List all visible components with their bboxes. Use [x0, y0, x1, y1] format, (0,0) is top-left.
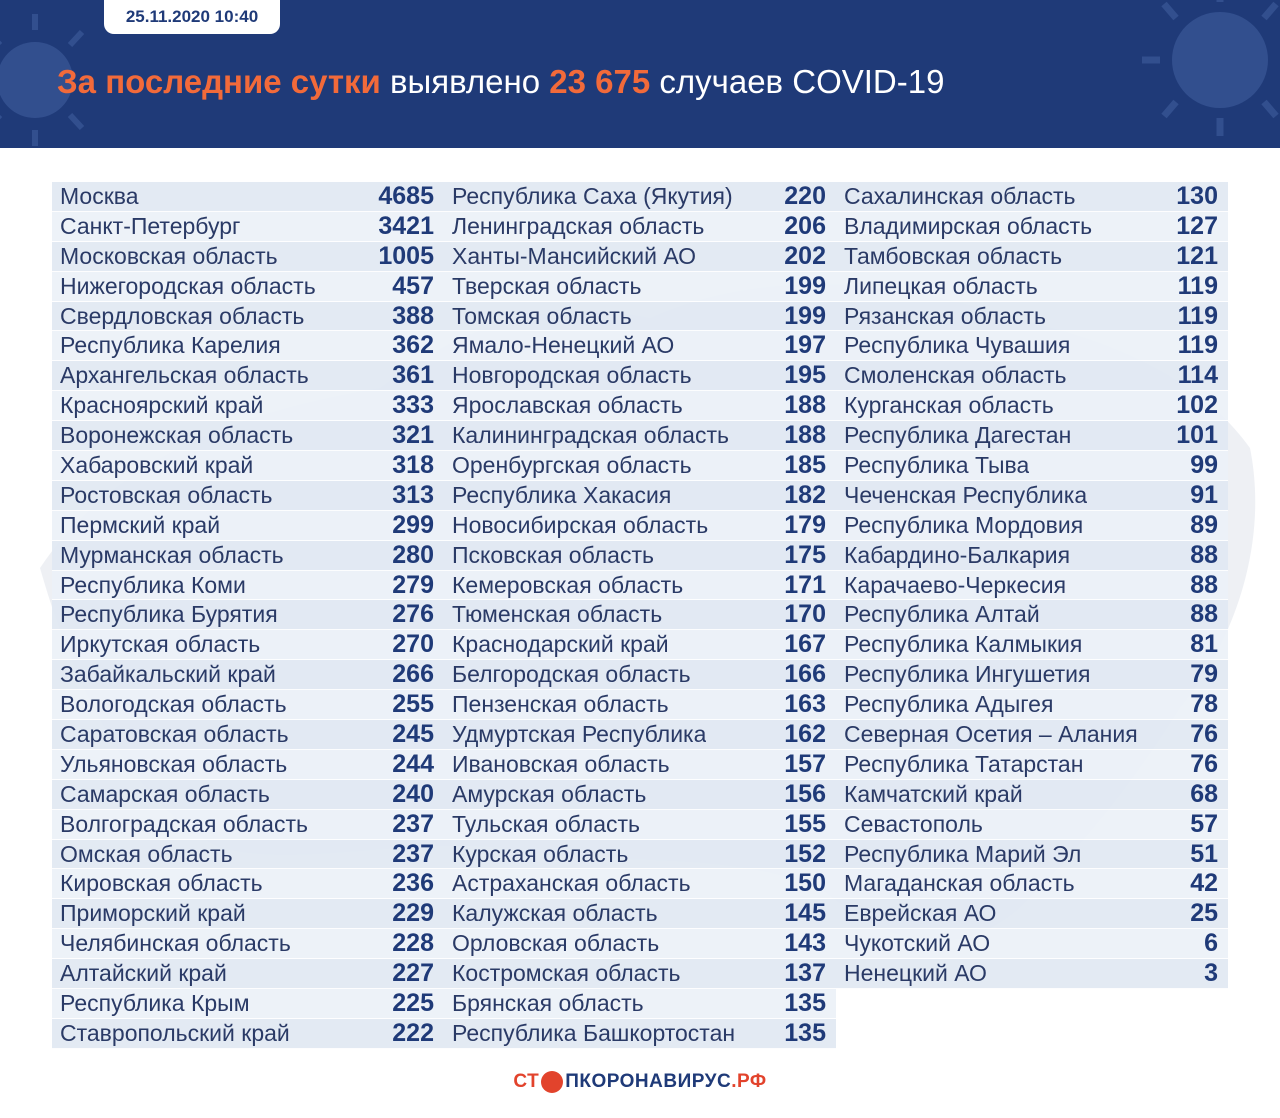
region-name: Чукотский АО: [844, 930, 991, 957]
region-name: Вологодская область: [60, 691, 287, 718]
region-name: Саратовская область: [60, 720, 289, 747]
region-name: Свердловская область: [60, 302, 305, 329]
region-name: Амурская область: [452, 780, 647, 807]
table-row: [444, 899, 836, 929]
case-count: 279: [392, 570, 434, 599]
region-name: Ивановская область: [452, 750, 670, 777]
table-row: [444, 750, 836, 780]
case-count: 157: [784, 749, 826, 778]
table-row: [836, 481, 1228, 511]
table-row: [444, 780, 836, 810]
region-name: Тульская область: [452, 810, 641, 837]
case-count: 237: [392, 809, 434, 838]
table-row: [52, 989, 444, 1019]
table-row: [444, 242, 836, 272]
table-row: [52, 600, 444, 630]
case-count: 270: [392, 630, 434, 659]
table-row: [52, 630, 444, 660]
table-row: [836, 840, 1228, 870]
case-count: 119: [1177, 301, 1218, 330]
table-row: [444, 302, 836, 332]
table-row: [52, 869, 444, 899]
table-row: [52, 959, 444, 989]
case-count: 171: [784, 570, 826, 599]
region-name: Ставропольский край: [60, 1019, 290, 1046]
region-name: Республика Марий Эл: [844, 840, 1082, 867]
table-row: [836, 660, 1228, 690]
table-row: [836, 421, 1228, 451]
table-row: [52, 212, 444, 242]
region-name: Ямало-Ненецкий АО: [452, 332, 675, 359]
case-count: 88: [1190, 600, 1218, 629]
table-row: [52, 182, 444, 212]
region-name: Кировская область: [60, 870, 263, 897]
headline-number: 23 675: [549, 63, 651, 100]
region-name: Рязанская область: [844, 302, 1046, 329]
region-name: Ростовская область: [60, 481, 273, 508]
case-count: 88: [1190, 540, 1218, 569]
case-count: 244: [392, 749, 434, 778]
region-name: Пермский край: [60, 511, 221, 538]
case-count: 152: [784, 839, 826, 868]
table-row: [444, 600, 836, 630]
case-count: 76: [1190, 749, 1218, 778]
region-name: Курганская область: [844, 392, 1054, 419]
region-name: Краснодарский край: [452, 631, 669, 658]
case-count: 81: [1190, 630, 1218, 659]
headline-mid: выявлено: [380, 63, 550, 100]
table-row: [836, 331, 1228, 361]
region-name: Удмуртская Республика: [452, 720, 707, 747]
table-row: [444, 840, 836, 870]
region-name: Приморский край: [60, 900, 246, 927]
region-name: Республика Бурятия: [60, 601, 278, 628]
case-count: 99: [1190, 450, 1218, 479]
region-name: Красноярский край: [60, 392, 264, 419]
table-row: [444, 959, 836, 989]
case-count: 119: [1177, 271, 1218, 300]
case-count: 79: [1190, 660, 1218, 689]
region-name: Владимирская область: [844, 212, 1093, 239]
region-name: Санкт-Петербург: [60, 212, 241, 239]
case-count: 280: [392, 540, 434, 569]
table-row: [836, 899, 1228, 929]
case-count: 237: [392, 839, 434, 868]
table-row: [444, 391, 836, 421]
region-column-2: [444, 182, 836, 1049]
table-row: [836, 720, 1228, 750]
case-count: 240: [392, 779, 434, 808]
table-row: [444, 361, 836, 391]
case-count: 236: [392, 869, 434, 898]
case-count: 222: [392, 1018, 434, 1047]
case-count: 25: [1190, 899, 1218, 928]
table-row: [836, 541, 1228, 571]
table-row: [52, 929, 444, 959]
case-count: 163: [784, 690, 826, 719]
region-name: Псковская область: [452, 541, 654, 568]
region-name: Камчатский край: [844, 780, 1023, 807]
region-name: Иркутская область: [60, 631, 261, 658]
case-count: 225: [392, 989, 434, 1017]
table-row: [52, 421, 444, 451]
case-count: 229: [392, 899, 434, 928]
region-name: Республика Дагестан: [844, 422, 1072, 449]
case-count: 318: [392, 450, 434, 479]
region-name: Хабаровский край: [60, 451, 254, 478]
case-count: 188: [784, 421, 826, 450]
case-count: 89: [1190, 510, 1218, 539]
region-name: Республика Саха (Якутия): [452, 182, 733, 209]
table-row: [52, 810, 444, 840]
case-count: 3421: [378, 211, 434, 240]
region-name: Магаданская область: [844, 870, 1075, 897]
table-row: [444, 331, 836, 361]
case-count: 4685: [378, 181, 434, 210]
case-count: 42: [1190, 869, 1218, 898]
region-name: Республика Крым: [60, 989, 250, 1016]
case-count: 299: [392, 510, 434, 539]
case-count: 130: [1176, 181, 1218, 210]
case-count: 175: [784, 540, 826, 569]
table-row: [836, 810, 1228, 840]
region-name: Белгородская область: [452, 661, 691, 688]
table-row: [836, 750, 1228, 780]
case-count: 220: [784, 181, 826, 210]
table-row: [444, 272, 836, 302]
table-row: [52, 720, 444, 750]
logo-part-main: ПКОРОНАВИРУС: [565, 1071, 732, 1092]
case-count: 119: [1177, 331, 1218, 360]
region-name: Калининградская область: [452, 422, 729, 449]
region-name: Республика Алтай: [844, 601, 1040, 628]
region-name: Республика Башкортостан: [452, 1019, 736, 1046]
region-name: Республика Чувашия: [844, 332, 1071, 359]
case-count: 167: [784, 630, 826, 659]
case-count: 135: [784, 989, 826, 1017]
case-count: 321: [392, 421, 434, 450]
table-row: [444, 630, 836, 660]
table-row: [52, 780, 444, 810]
table-row: [444, 929, 836, 959]
table-row: [836, 690, 1228, 720]
region-name: Тверская область: [452, 272, 642, 299]
case-count: 388: [392, 301, 434, 330]
header-banner: [0, 0, 1280, 148]
region-name: Брянская область: [452, 989, 644, 1016]
region-name: Нижегородская область: [60, 272, 316, 299]
region-name: Севастополь: [844, 810, 983, 837]
case-count: 162: [784, 719, 826, 748]
region-name: Сахалинская область: [844, 182, 1076, 209]
table-row: [836, 361, 1228, 391]
region-name: Республика Хакасия: [452, 481, 672, 508]
region-name: Республика Адыгея: [844, 691, 1054, 718]
case-count: 333: [392, 391, 434, 420]
case-count: 143: [784, 929, 826, 958]
table-row: [836, 630, 1228, 660]
case-count: 1005: [378, 241, 434, 270]
region-name: Самарская область: [60, 780, 270, 807]
region-name: Курская область: [452, 840, 629, 867]
region-name: Оренбургская область: [452, 451, 692, 478]
table-row: [444, 660, 836, 690]
case-count: 227: [392, 959, 434, 988]
table-row: [52, 541, 444, 571]
table-row: [444, 571, 836, 601]
logo-part-st: СТ: [513, 1071, 540, 1092]
region-column-3: [836, 182, 1228, 989]
case-count: 313: [392, 480, 434, 509]
case-count: 361: [392, 361, 434, 390]
table-row: [52, 451, 444, 481]
case-count: 102: [1176, 391, 1218, 420]
case-count: 156: [784, 779, 826, 808]
region-name: Алтайский край: [60, 960, 227, 987]
table-row: [52, 242, 444, 272]
table-row: [444, 511, 836, 541]
region-name: Новгородская область: [452, 362, 692, 389]
case-count: 185: [784, 450, 826, 479]
table-row: [836, 242, 1228, 272]
table-row: [836, 511, 1228, 541]
table-row: [836, 571, 1228, 601]
table-row: [444, 481, 836, 511]
case-count: 197: [784, 331, 826, 360]
region-name: Еврейская АО: [844, 900, 997, 927]
table-row: [836, 212, 1228, 242]
region-name: Карачаево-Черкесия: [844, 571, 1067, 598]
case-count: 6: [1204, 929, 1218, 958]
table-row: [836, 959, 1228, 989]
case-count: 202: [784, 241, 826, 270]
region-name: Мурманская область: [60, 541, 284, 568]
case-count: 170: [784, 600, 826, 629]
table-row: [836, 391, 1228, 421]
table-row: [444, 869, 836, 899]
table-row: [836, 272, 1228, 302]
region-name: Архангельская область: [60, 362, 309, 389]
region-name: Ханты-Мансийский АО: [452, 242, 697, 269]
table-row: [52, 302, 444, 332]
table-row: [444, 541, 836, 571]
table-row: [444, 720, 836, 750]
table-row: [444, 810, 836, 840]
case-count: 127: [1176, 211, 1218, 240]
table-row: [52, 481, 444, 511]
case-count: 255: [392, 690, 434, 719]
table-row: [52, 1019, 444, 1049]
table-row: [836, 182, 1228, 212]
table-row: [52, 331, 444, 361]
region-name: Новосибирская область: [452, 511, 709, 538]
case-count: 166: [784, 660, 826, 689]
region-name: Омская область: [60, 840, 233, 867]
region-name: Ленинградская область: [452, 212, 705, 239]
page-title: [57, 60, 944, 104]
table-row: [52, 899, 444, 929]
region-name: Калужская область: [452, 900, 658, 927]
table-row: [444, 421, 836, 451]
region-name: Челябинская область: [60, 930, 291, 957]
case-count: 182: [784, 480, 826, 509]
case-count: 135: [784, 1018, 826, 1047]
case-count: 150: [784, 869, 826, 898]
logo-part-rf: .РФ: [731, 1071, 767, 1092]
region-name: Московская область: [60, 242, 278, 269]
region-name: Кемеровская область: [452, 571, 684, 598]
region-name: Липецкая область: [844, 272, 1038, 299]
region-name: Чеченская Республика: [844, 481, 1088, 508]
table-row: [836, 302, 1228, 332]
virus-logo-icon: [541, 1071, 563, 1093]
region-name: Ульяновская область: [60, 750, 288, 777]
table-row: [836, 869, 1228, 899]
case-count: 51: [1190, 839, 1218, 868]
case-count: 195: [784, 361, 826, 390]
region-name: Смоленская область: [844, 362, 1067, 389]
case-count: 228: [392, 929, 434, 958]
table-row: [836, 451, 1228, 481]
case-count: 101: [1176, 421, 1218, 450]
table-row: [444, 212, 836, 242]
case-count: 88: [1190, 570, 1218, 599]
case-count: 155: [784, 809, 826, 838]
region-name: Томская область: [452, 302, 632, 329]
case-count: 137: [784, 959, 826, 988]
region-name: Республика Татарстан: [844, 750, 1084, 777]
case-count: 145: [784, 899, 826, 928]
headline-end: случаев COVID-19: [650, 63, 945, 100]
case-count: 91: [1190, 480, 1218, 509]
region-name: Ненецкий АО: [844, 960, 987, 987]
table-row: [836, 780, 1228, 810]
region-name: Пензенская область: [452, 691, 669, 718]
case-count: 199: [784, 271, 826, 300]
virus-decoration-right-icon: [1140, 0, 1280, 140]
region-name: Воронежская область: [60, 422, 294, 449]
region-name: Республика Тыва: [844, 451, 1030, 478]
case-count: 179: [784, 510, 826, 539]
region-name: Республика Калмыкия: [844, 631, 1083, 658]
region-name: Волгоградская область: [60, 810, 308, 837]
table-row: [52, 690, 444, 720]
case-count: 199: [784, 301, 826, 330]
region-name: Москва: [60, 182, 139, 209]
case-count: 362: [392, 331, 434, 360]
case-count: 114: [1177, 361, 1218, 390]
case-count: 3: [1204, 959, 1218, 988]
region-name: Костромская область: [452, 960, 681, 987]
table-row: [52, 750, 444, 780]
case-count: 78: [1190, 690, 1218, 719]
headline-accent: За последние сутки: [57, 63, 381, 100]
case-count: 76: [1190, 719, 1218, 748]
table-row: [444, 182, 836, 212]
case-count: 57: [1190, 809, 1218, 838]
region-name: Забайкальский край: [60, 661, 276, 688]
region-name: Республика Коми: [60, 571, 246, 598]
case-count: 266: [392, 660, 434, 689]
region-name: Республика Карелия: [60, 332, 281, 359]
region-name: Тамбовская область: [844, 242, 1063, 269]
table-row: [444, 1019, 836, 1049]
case-count: 206: [784, 211, 826, 240]
region-name: Кабардино-Балкария: [844, 541, 1071, 568]
region-name: Ярославская область: [452, 392, 683, 419]
table-row: [52, 391, 444, 421]
case-count: 245: [392, 719, 434, 748]
region-column-1: [52, 182, 444, 1049]
table-row: [52, 840, 444, 870]
stopcoronavirus-logo[interactable]: [0, 1064, 1280, 1100]
region-name: Тюменская область: [452, 601, 663, 628]
region-name: Республика Мордовия: [844, 511, 1084, 538]
table-row: [52, 272, 444, 302]
date-timestamp: 25.11.2020 10:40: [104, 0, 280, 34]
table-row: [836, 600, 1228, 630]
table-row: [52, 361, 444, 391]
case-count: 121: [1176, 241, 1218, 270]
case-count: 188: [784, 391, 826, 420]
case-count: 276: [392, 600, 434, 629]
table-row: [52, 571, 444, 601]
table-row: [444, 989, 836, 1019]
table-row: [52, 660, 444, 690]
table-row: [52, 511, 444, 541]
case-count: 68: [1190, 779, 1218, 808]
region-name: Орловская область: [452, 930, 660, 957]
table-row: [444, 690, 836, 720]
table-row: [836, 929, 1228, 959]
region-name: Республика Ингушетия: [844, 661, 1091, 688]
case-count: 457: [392, 271, 434, 300]
region-name: Северная Осетия – Алания: [844, 720, 1138, 747]
table-row: [444, 451, 836, 481]
region-name: Астраханская область: [452, 870, 691, 897]
